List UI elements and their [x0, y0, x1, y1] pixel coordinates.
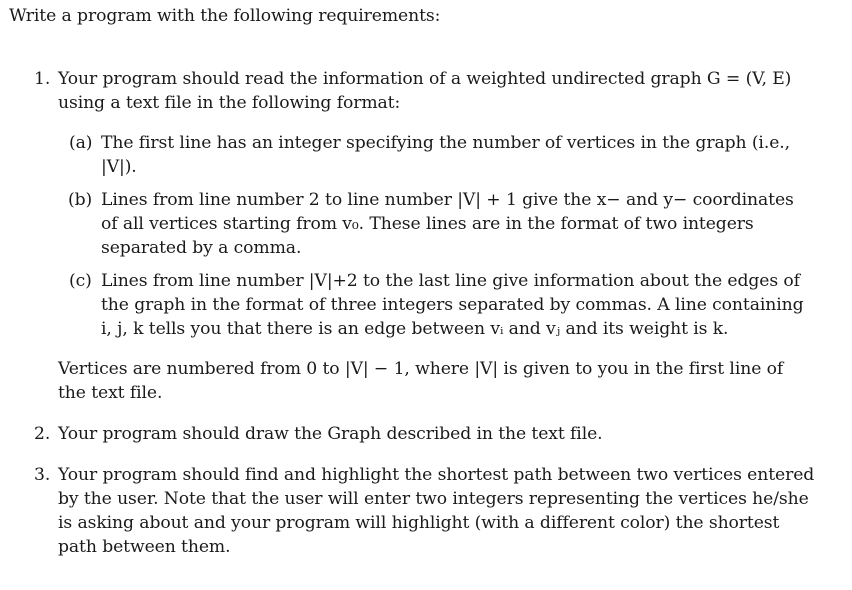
item-1-line-2: using a text file in the following format: — [58, 93, 401, 113]
item-3-number: 3. — [34, 465, 51, 485]
subitem-a-line-2: |V|). — [101, 157, 137, 177]
subitem-c-line-1: Lines from line number |V|+2 to the last line give information about the edges of — [101, 271, 800, 291]
subitem-b-line-1: Lines from line number 2 to line number |V| + 1 give the x− and y− coordinates — [101, 190, 794, 210]
item-1-line-1: Your program should read the information of a weighted undirected graph G = (V, E) — [58, 69, 792, 89]
item-2-line-1: Your program should draw the Graph described in the text file. — [58, 424, 603, 444]
item-3-line-4: path between them. — [58, 537, 231, 557]
subitem-c-label: (c) — [69, 271, 92, 291]
subitem-a-label: (a) — [69, 133, 93, 153]
item-3-line-3: is asking about and your program will highlight (with a different color) the shortest — [58, 513, 780, 533]
subitem-c-line-2: the graph in the format of three integers separated by commas. A line containing — [101, 295, 804, 315]
item-1-note-line-1: Vertices are numbered from 0 to |V| − 1, where |V| is given to you in the first line of — [58, 359, 784, 379]
intro-text: Write a program with the following requirements: — [9, 6, 441, 26]
item-3-line-2: by the user. Note that the user will enter two integers representing the vertices he/she — [58, 489, 809, 509]
item-3-line-1: Your program should find and highlight the shortest path between two vertices entered — [58, 465, 815, 485]
item-2-number: 2. — [34, 424, 51, 444]
subitem-b-line-2: of all vertices starting from v₀. These lines are in the format of two integers — [101, 214, 754, 234]
item-1-note-line-2: the text file. — [58, 383, 163, 403]
subitem-c-line-3: i, j, k tells you that there is an edge between vᵢ and vⱼ and its weight is k. — [101, 319, 729, 339]
subitem-a-line-1: The first line has an integer specifying the number of vertices in the graph (i.e., — [101, 133, 790, 153]
subitem-b-line-3: separated by a comma. — [101, 238, 302, 258]
subitem-b-label: (b) — [68, 190, 93, 210]
item-1-number: 1. — [34, 69, 51, 89]
